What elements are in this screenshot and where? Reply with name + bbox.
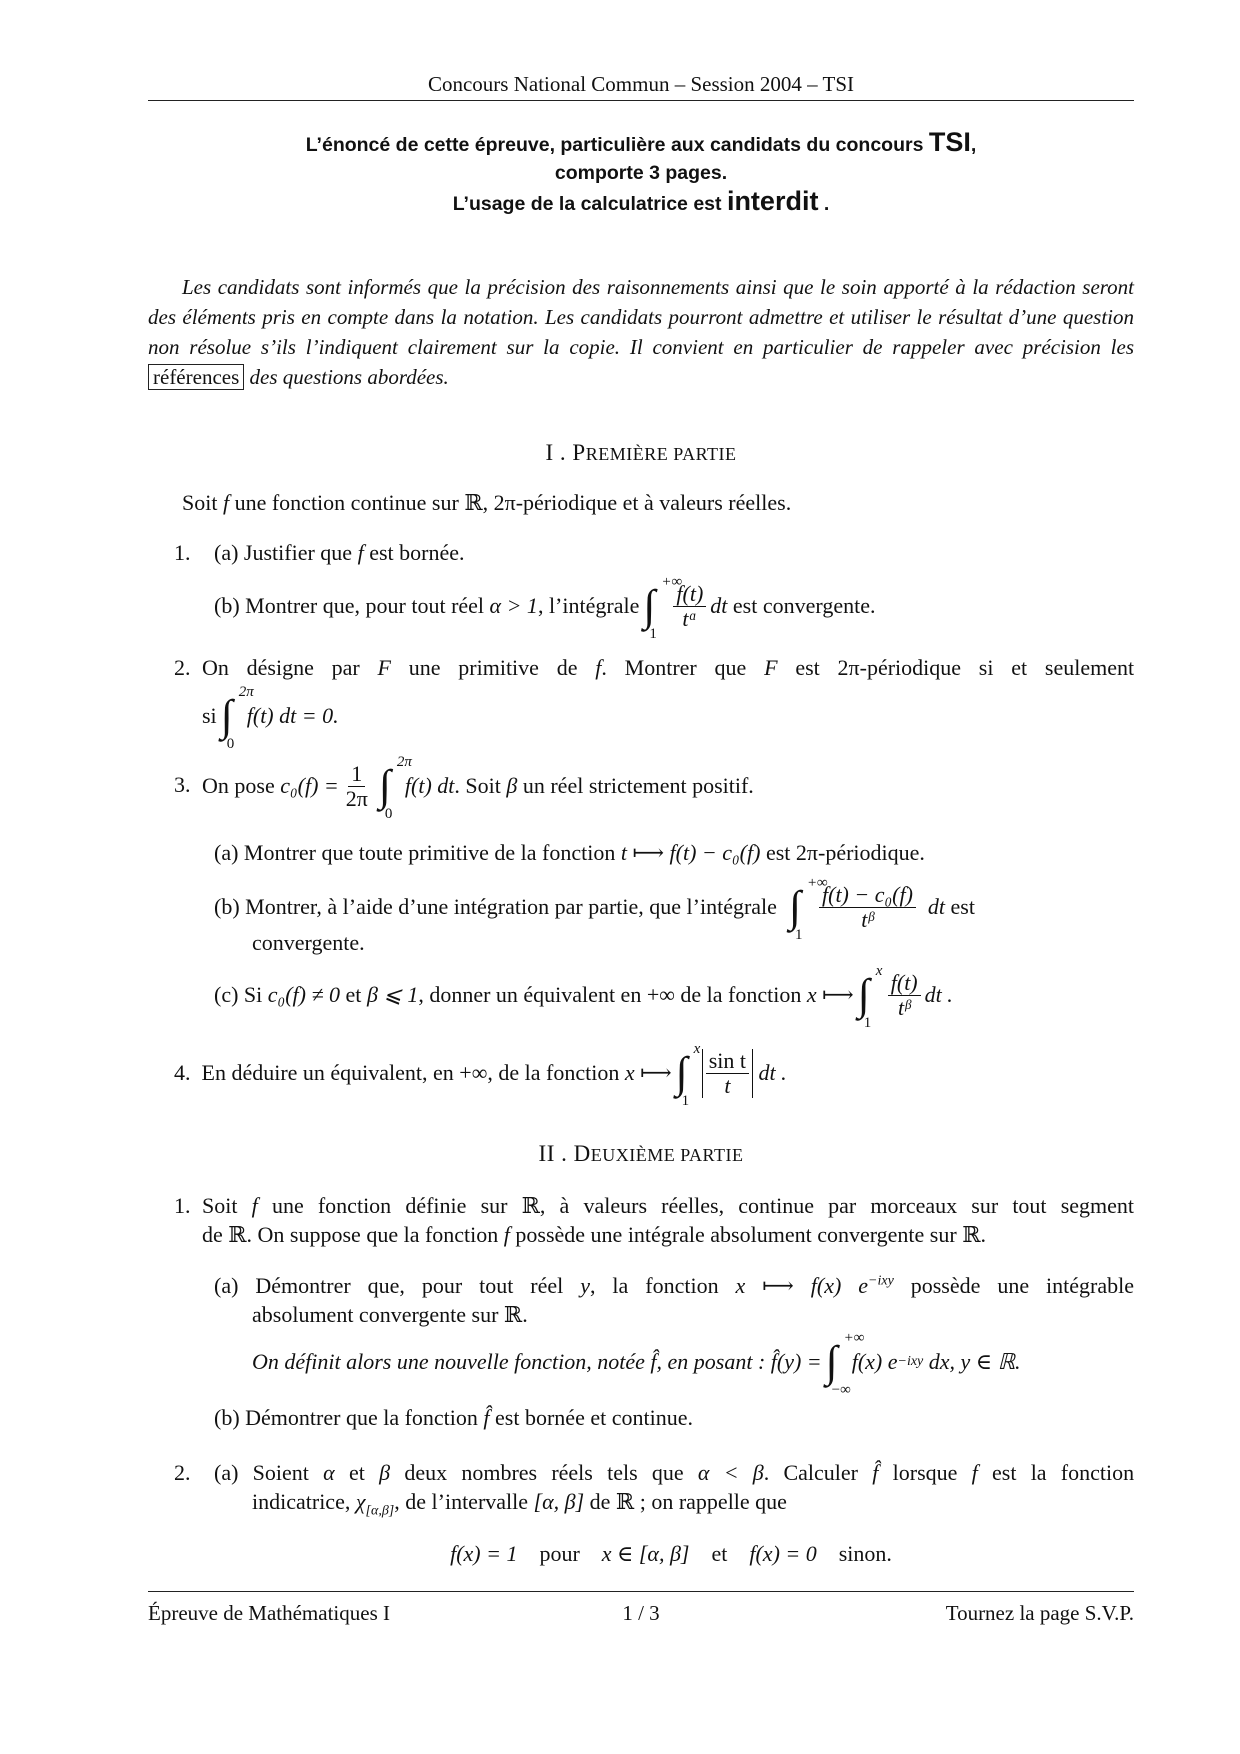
exam-page <box>148 0 1134 1754</box>
integral-sign: ∫ +∞ 1 <box>788 875 828 943</box>
intro-text-3: L’usage de la calculatrice est <box>452 193 722 215</box>
fraction: $\frac{f(t)}{\text{tᵅ}}$ <box>673 582 706 631</box>
integral-sign: ∫ 2π 0 <box>220 684 254 752</box>
q3a: (a) Montrer que toute primitive de la fonction t ⟼ f(t) − c₀(f) est 2π-périodique. <box>214 840 925 865</box>
q3c: (c) Si c₀(f) ≠ 0 et β ⩽ 1 , donner un équivalent en +∞ de la fonction x ⟼ ∫ x 1 $\frac{f(t)}{\text{tᵝ}}$ dt . <box>214 963 953 1031</box>
fraction: $\frac{1}{2\pi}$ <box>345 760 368 811</box>
q1b: (b) Montrer que, pour tout réel α > 1 , l’intégrale ∫ +∞ 1 $\frac{f(t)}{\text{tᵅ}}$ dt est convergente. <box>214 574 876 642</box>
footer-rule <box>148 1591 1134 1592</box>
q4: 4. En déduire un équivalent, en +∞, de la fonction x ⟼ ∫ x 1 $\frac{\text{sin t}}{t}$ dt . <box>174 1041 787 1109</box>
p2-q1-number: 1. <box>174 1193 191 1218</box>
intro-tsi: TSI <box>928 127 971 157</box>
footer-left: Épreuve de Mathématiques I <box>148 1601 390 1625</box>
absolute-value: $\frac{\text{sin t}}{t}$ <box>702 1049 753 1098</box>
part-2-title: II . DEUXIÈME PARTIE <box>538 1141 744 1166</box>
q2-number: 2. <box>174 655 191 680</box>
intro-period: . <box>823 193 830 215</box>
integral-sign: ∫ +∞ −∞ <box>825 1330 865 1398</box>
q2-line-1: On désigne par F une primitive de f. Montrer que F est 2π-périodique si et seulement <box>202 655 1135 680</box>
integral-sign: ∫ +∞ 1 <box>643 574 683 642</box>
header-rule <box>148 100 1134 101</box>
page-number: 1 / 3 <box>622 1601 660 1625</box>
intro-line-3 <box>148 187 1134 218</box>
intro-comma: , <box>970 134 977 156</box>
part-1-title: I . PREMIÈRE PARTIE <box>545 440 737 465</box>
intro-block <box>148 128 1134 218</box>
footer-right: Tournez la page S.V.P. <box>945 1601 1134 1625</box>
integral-sign: ∫ x 1 <box>857 963 883 1031</box>
fraction: $\frac{f(t)}{\text{tᵝ}}$ <box>888 971 921 1020</box>
display-equation: f(x) = 1 pour x ∈ [α, β] et f(x) = 0 sinon. <box>450 1541 892 1566</box>
notice-text-end: des questions abordées. <box>249 365 449 389</box>
p2-q2a-line-1: (a) Soient α et β deux nombres réels tels que α < β. Calculer f̂ lorsque f est la fonction <box>214 1460 1135 1485</box>
p2-q2-number: 2. <box>174 1460 191 1485</box>
q1a: (a) Justifier que f est bornée. <box>214 540 465 565</box>
q3-line-1: On pose c₀(f) = $\frac{1}{2\pi}$ ∫ 2π 0 f(t) dt . Soit β un réel strictement positif. <box>202 754 754 822</box>
q2-line-2: si ∫ 2π 0 f(t) dt = 0. <box>202 684 339 752</box>
page-header: Concours National Commun – Session 2004 – TSI <box>427 72 855 96</box>
p2-q1a-line-2: absolument convergente sur ℝ. <box>252 1302 528 1327</box>
q3b-line-2: convergente. <box>252 930 365 955</box>
p2-q2a-line-2: indicatrice, $\chi_{[\alpha,\beta]}$, de l’intervalle [α, β] de ℝ ; on rappelle que <box>252 1489 787 1519</box>
notice-paragraph <box>148 272 1134 392</box>
q3-number: 3. <box>174 772 191 797</box>
integral-sign: ∫ x 1 <box>675 1041 701 1109</box>
intro-line-1 <box>148 128 1134 159</box>
notice-text: Les candidats sont informés que la précision des raisonnements ainsi que le soin apporté à la rédaction seront des éléments pris en compte dans la notation. Les candidats pourront admettre et utiliser le résultat d’une question non résolue s’ils l’indiquent clairement sur la copie. Il convient en particulier de rappeler avec précision les <box>148 275 1134 359</box>
intro-interdit: interdit <box>726 186 819 216</box>
q3b-line-1: (b) Montrer, à l’aide d’une intégration par partie, que l’intégrale ∫ +∞ 1 $\frac{\text{f(t) − c₀(f)}}{\text{tᵝ}}$ dt est <box>214 875 975 943</box>
fraction: $\frac{\text{f(t) − c₀(f)}}{\text{tᵝ}}$ <box>819 883 916 932</box>
p2-q1-line-1: Soit f une fonction définie sur ℝ, à valeurs réelles, continue par morceaux sur tout segment <box>202 1193 1135 1218</box>
boxed-references: références <box>148 364 244 390</box>
integral-sign: ∫ 2π 0 <box>378 754 412 822</box>
intro-text: L’énoncé de cette épreuve, particulière aux candidats du concours <box>305 134 924 156</box>
fourier-definition: On définit alors une nouvelle fonction, notée f̂ , en posant : f̂(y) = ∫ +∞ −∞ f(x) e −ixy dx, y ∈ ℝ. <box>252 1330 1021 1398</box>
q1-number: 1. <box>174 540 191 565</box>
p2-q1b: (b) Démontrer que la fonction f̂ est bornée et continue. <box>214 1405 693 1430</box>
p2-q1a-line-1: (a) Démontrer que, pour tout réel y, la fonction x ⟼ f(x) $e^{-ixy}$ possède une intégrable <box>214 1273 1135 1298</box>
part-1-lead: Soit f une fonction continue sur ℝ, 2π-périodique et à valeurs réelles. <box>182 490 792 515</box>
intro-line-2: comporte 3 pages. <box>554 162 728 184</box>
p2-q1-line-2: de ℝ. On suppose que la fonction f possède une intégrale absolument convergente sur ℝ. <box>202 1222 986 1247</box>
